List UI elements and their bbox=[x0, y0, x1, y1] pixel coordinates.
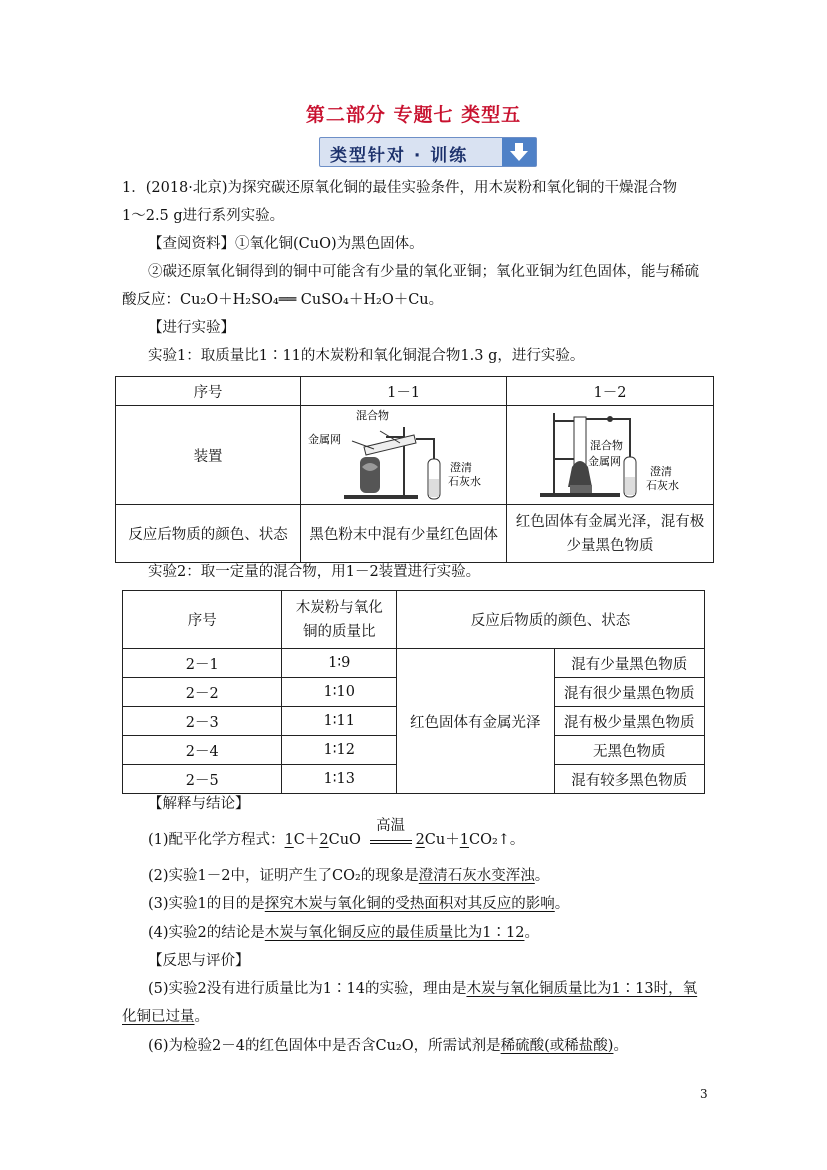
coef-c: 1 bbox=[284, 832, 294, 848]
t1-header-seq: 序号 bbox=[116, 377, 301, 406]
question-intro-1: 1．(2018·北京)为探究碳还原氧化铜的最佳实验条件，用木炭粉和氧化铜的干燥混合物 bbox=[122, 180, 678, 196]
answer-5-part2: 化铜已过量 bbox=[122, 1009, 195, 1025]
reflection-5: (5)实验2没有进行质量比为1∶14的实验，理由是木炭与氧化铜质量比为1∶13时，氧 bbox=[148, 981, 698, 997]
t2-row5-seq: 2－5 bbox=[123, 765, 282, 794]
conclusion-heading: 【解释与结论】 bbox=[148, 796, 250, 812]
experiment-1-table bbox=[115, 376, 714, 563]
reflection-6: (6)为检验2－4的红色固体中是否含Cu₂O，所需试剂是稀硫酸(或稀盐酸)。 bbox=[148, 1038, 628, 1054]
t2-row5-result: 混有较多黑色物质 bbox=[554, 765, 704, 794]
fig12-mix-label: 混合物 bbox=[590, 439, 624, 452]
reflection-heading: 【反思与评价】 bbox=[148, 953, 250, 969]
coef-cu: 2 bbox=[415, 832, 425, 848]
t1-result-12-line2: 少量黑色物质 bbox=[566, 537, 654, 554]
page-title: 第二部分 专题七 类型五 bbox=[305, 104, 522, 126]
t2-common-result: 红色固体有金属光泽 bbox=[397, 649, 554, 794]
answer-6: 稀硫酸(或稀盐酸) bbox=[500, 1038, 614, 1054]
t1-row-result: 反应后物质的颜色、状态 bbox=[116, 505, 301, 563]
fig12-mesh-label: 金属网 bbox=[588, 455, 622, 468]
t2-header-ratio-line2: 铜的质量比 bbox=[303, 623, 376, 640]
conclusion-4: (4)实验2的结论是木炭与氧化铜反应的最佳质量比为1∶12。 bbox=[148, 925, 539, 941]
answer-4: 木炭与氧化铜反应的最佳质量比为1∶12 bbox=[264, 925, 525, 941]
fig11-lime-label-b: 石灰水 bbox=[447, 475, 481, 488]
coef-cuo: 2 bbox=[319, 832, 329, 848]
t2-row2-result: 混有很少量黑色物质 bbox=[554, 678, 704, 707]
t2-row1-ratio: 1∶9 bbox=[282, 649, 397, 678]
t2-row3-result: 混有极少量黑色物质 bbox=[554, 707, 704, 736]
t1-header-11: 1－1 bbox=[301, 377, 507, 406]
t2-header-ratio-line1: 木炭粉与氧化 bbox=[295, 599, 383, 616]
reference-2b: 酸反应：Cu₂O＋H₂SO₄══ CuSO₄＋H₂O＋Cu。 bbox=[122, 292, 444, 308]
conclusion-3: (3)实验1的目的是探究木炭与氧化铜的受热面积对其反应的影响。 bbox=[148, 896, 570, 912]
t2-row3-seq: 2－3 bbox=[123, 707, 282, 736]
question-intro-2: 1～2.5 g进行系列实验。 bbox=[122, 208, 285, 224]
page-number: 3 bbox=[700, 1087, 708, 1101]
fig11-mesh-label: 金属网 bbox=[307, 433, 341, 446]
conclusion-2: (2)实验1－2中，证明产生了CO₂的现象是澄清石灰水变浑浊。 bbox=[148, 868, 550, 884]
t2-header-seq: 序号 bbox=[123, 591, 282, 649]
down-arrow-icon bbox=[502, 138, 536, 166]
t2-row4-seq: 2－4 bbox=[123, 736, 282, 765]
t1-header-12: 1－2 bbox=[507, 377, 714, 406]
experiment-2-text: 实验2：取一定量的混合物，用1－2装置进行实验。 bbox=[148, 564, 481, 580]
reference-2a: ②碳还原氧化铜得到的铜中可能含有少量的氧化亚铜；氧化亚铜为红色固体，能与稀硫 bbox=[148, 264, 699, 280]
t2-row5-ratio: 1∶13 bbox=[282, 765, 397, 794]
fig12-lime-label-b: 石灰水 bbox=[646, 479, 680, 492]
t2-row2-seq: 2－2 bbox=[123, 678, 282, 707]
coef-co2: 1 bbox=[459, 832, 469, 848]
fig11-lime-label-a: 澄清 bbox=[449, 461, 472, 474]
t2-row2-ratio: 1∶10 bbox=[282, 678, 397, 707]
t2-row1-result: 混有少量黑色物质 bbox=[554, 649, 704, 678]
experiment-2-table bbox=[122, 590, 705, 794]
experiment-heading: 【进行实验】 bbox=[148, 320, 235, 336]
t2-header-result: 反应后物质的颜色、状态 bbox=[397, 591, 705, 649]
t2-row4-result: 无黑色物质 bbox=[554, 736, 704, 765]
reference-1: 【查阅资料】①氧化铜(CuO)为黑色固体。 bbox=[148, 236, 424, 252]
answer-3: 探究木炭与氧化铜的受热面积对其反应的影响 bbox=[264, 896, 555, 912]
t1-row-device: 装置 bbox=[116, 406, 301, 505]
experiment-1-text: 实验1：取质量比1∶11的木炭粉和氧化铜混合物1.3 g，进行实验。 bbox=[148, 348, 585, 364]
reflection-5-cont: 化铜已过量。 bbox=[122, 1009, 209, 1025]
reaction-condition: 高温 bbox=[366, 828, 416, 852]
answer-2: 澄清石灰水变浑浊 bbox=[418, 868, 535, 884]
fig11-mix-label: 混合物 bbox=[355, 409, 389, 422]
section-banner bbox=[319, 137, 537, 167]
fig12-lime-label-a: 澄清 bbox=[650, 465, 673, 478]
t2-row3-ratio: 1∶11 bbox=[282, 707, 397, 736]
t2-row4-ratio: 1∶12 bbox=[282, 736, 397, 765]
t1-result-12-line1: 红色固体有金属光泽，混有极 bbox=[515, 513, 705, 530]
apparatus-1-2-figure bbox=[507, 406, 714, 505]
t2-row1-seq: 2－1 bbox=[123, 649, 282, 678]
conclusion-1: (1)配平化学方程式：1C＋2CuO 高温 2Cu＋1CO₂↑。 bbox=[148, 828, 738, 852]
answer-5-part1: 木炭与氧化铜质量比为1∶13时，氧 bbox=[466, 981, 698, 997]
apparatus-1-1-figure bbox=[301, 406, 507, 505]
banner-label: 类型针对 · 训练 bbox=[330, 146, 469, 166]
t2-header-ratio bbox=[282, 591, 397, 649]
t1-result-12 bbox=[507, 505, 714, 563]
t1-result-11: 黑色粉末中混有少量红色固体 bbox=[301, 505, 507, 563]
